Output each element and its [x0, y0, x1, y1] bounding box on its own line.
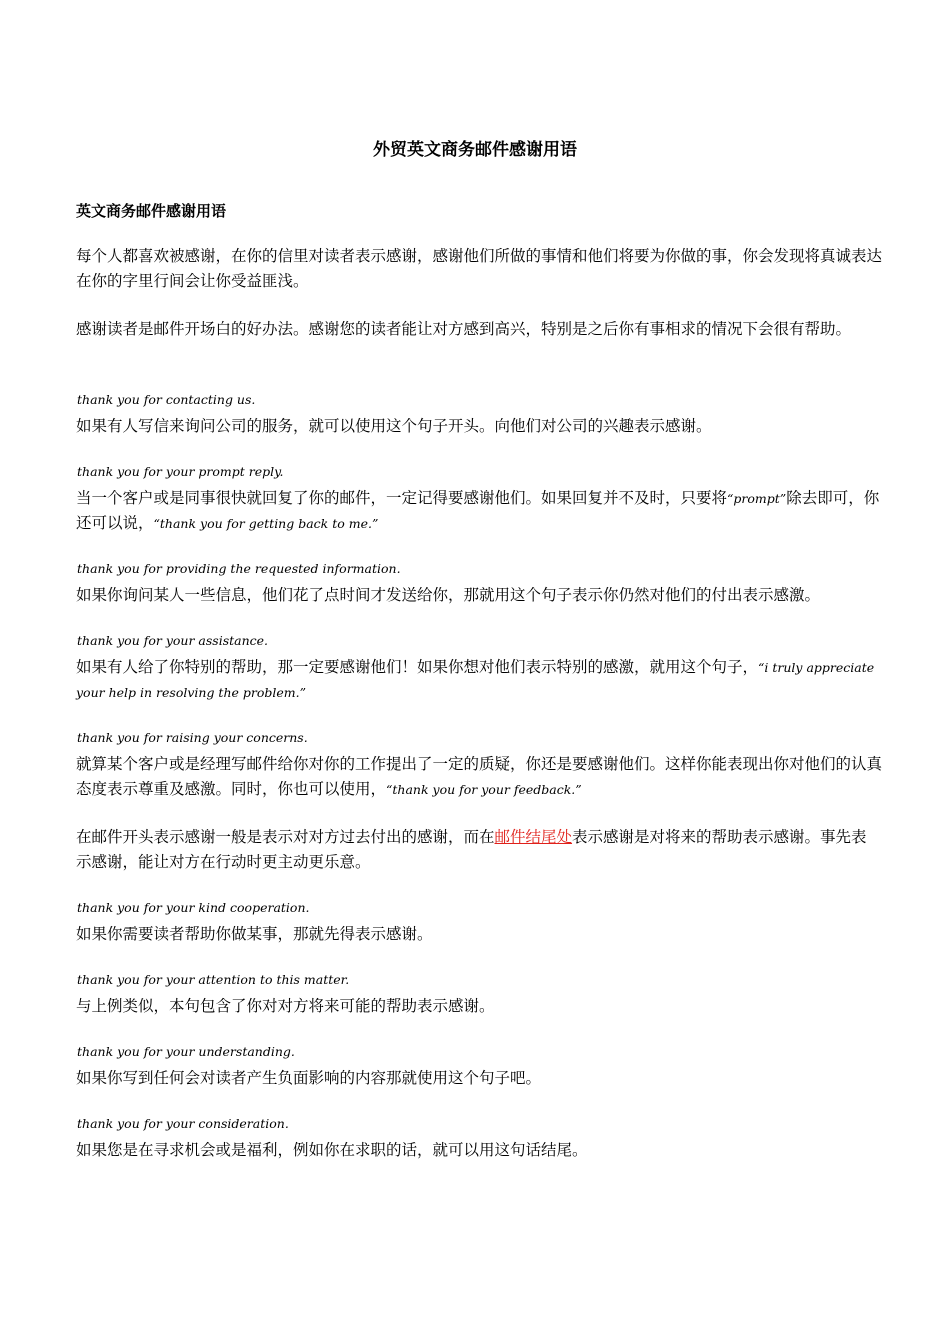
- desc-kind-cooperation: 如果你需要读者帮助你做某事，那就先得表示感谢。: [76, 925, 433, 943]
- closing-paragraph-text-b: 表示感谢是对将来的帮助表示感谢。事先表示感谢，能让对方在行动时更主动更乐意。: [76, 828, 867, 871]
- desc-consideration: 如果您是在寻求机会或是福利，例如你在求职的话，就可以用这句话结尾。: [76, 1141, 588, 1159]
- phrase-understanding: thank you for your understanding.: [77, 1044, 295, 1059]
- intro-paragraph-2: 感谢读者是邮件开场白的好办法。感谢您的读者能让对方感到高兴，特别是之后你有事相求的情况下会很有帮助。: [76, 320, 852, 338]
- desc-requested-info: 如果你询问某人一些信息，他们花了点时间才发送给你，那就用这个句子表示你仍然对他们的付出表示感激。: [76, 586, 821, 604]
- desc-understanding: 如果你写到任何会对读者产生负面影响的内容那就使用这个句子吧。: [76, 1069, 542, 1087]
- desc-prompt-reply-text-a: 当一个客户或是同事很快就回复了你的邮件，一定记得要感谢他们。如果回复并不及时，只要将: [76, 489, 728, 507]
- desc-assistance: [76, 655, 882, 705]
- desc-assistance-text: 如果有人给了你特别的帮助，那一定要感谢他们！如果你想对他们表示特别的感激，就用这个句子，: [76, 658, 759, 676]
- desc-prompt-reply-text-b: 除去即可，你还可以说，: [76, 489, 880, 532]
- page-title: 外贸英文商务邮件感谢用语: [373, 140, 577, 160]
- quote-truly-appreciate: “i truly appreciate your help in resolving the problem.”: [76, 660, 875, 700]
- desc-contacting-us: 如果有人写信来询问公司的服务，就可以使用这个句子开头。向他们对公司的兴趣表示感谢。: [76, 417, 712, 435]
- phrase-raising-concerns: thank you for raising your concerns.: [77, 730, 308, 745]
- quote-prompt: “prompt”: [727, 491, 787, 506]
- desc-prompt-reply: [76, 486, 882, 536]
- phrase-contacting-us: thank you for contacting us.: [77, 392, 256, 407]
- phrase-assistance: thank you for your assistance.: [77, 633, 269, 648]
- phrase-prompt-reply: thank you for your prompt reply.: [77, 464, 284, 479]
- phrase-consideration: thank you for your consideration.: [77, 1116, 289, 1131]
- email-ending-link[interactable]: 邮件结尾处: [494, 828, 573, 846]
- phrase-attention-matter: thank you for your attention to this matter.: [77, 972, 350, 987]
- phrase-kind-cooperation: thank you for your kind cooperation.: [77, 900, 310, 915]
- closing-paragraph: [76, 825, 882, 875]
- phrase-requested-info: thank you for providing the requested information.: [77, 561, 401, 576]
- quote-feedback: “thank you for your feedback.”: [386, 782, 582, 797]
- desc-attention-matter: 与上例类似，本句包含了你对对方将来可能的帮助表示感谢。: [76, 997, 495, 1015]
- closing-paragraph-text-a: 在邮件开头表示感谢一般是表示对对方过去付出的感谢，而在: [76, 828, 495, 846]
- desc-raising-concerns: [76, 752, 882, 802]
- desc-raising-concerns-text: 就算某个客户或是经理写邮件给你对你的工作提出了一定的质疑，你还是要感谢他们。这样你能表现出你对他们的认真态度表示尊重及感激。同时，你也可以使用，: [76, 755, 883, 798]
- intro-paragraph-1: 每个人都喜欢被感谢，在你的信里对读者表示感谢，感谢他们所做的事情和他们将要为你做的事，你会发现将真诚表达在你的字里行间会让你受益匪浅。: [76, 247, 883, 290]
- section-heading: 英文商务邮件感谢用语: [76, 202, 227, 220]
- quote-getting-back: “thank you for getting back to me.”: [153, 516, 379, 531]
